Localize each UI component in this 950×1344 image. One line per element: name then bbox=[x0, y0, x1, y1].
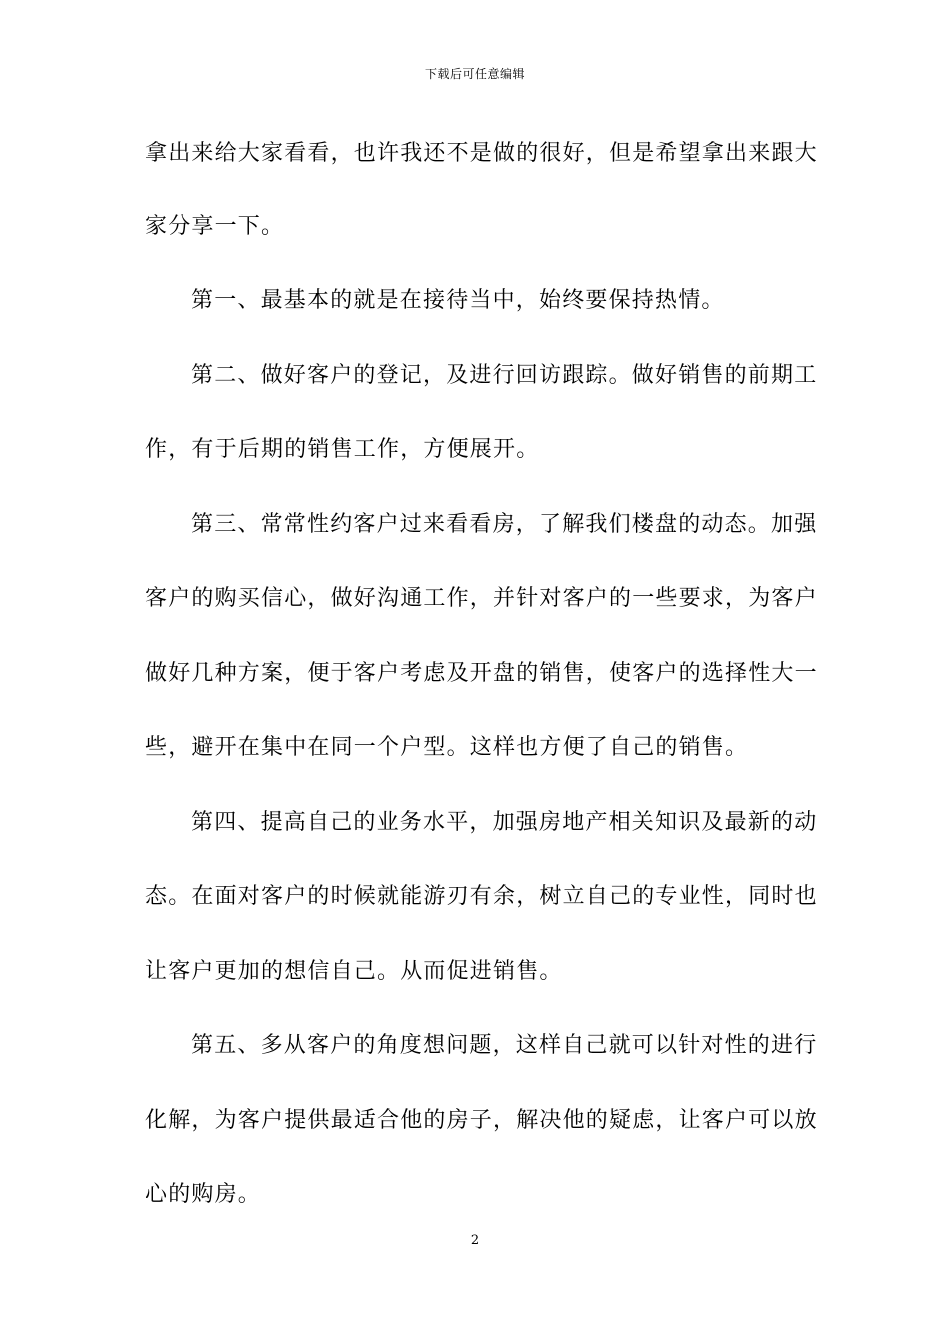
paragraph-first-line: 第一、最基本的就是在接待当中，始终要保持热情。 bbox=[191, 288, 725, 313]
paragraph-first-line: 第三、常常性约客户过来看看房，了解我们楼盘的动态。加强 bbox=[191, 512, 818, 537]
text-line: 客户的购买信心，做好沟通工作，并针对客户的一些要求，为客户 bbox=[145, 586, 818, 611]
text-line: 作，有于后期的销售工作，方便展开。 bbox=[145, 437, 540, 462]
text-line: 态。在面对客户的时候就能游刃有余，树立自己的专业性，同时也 bbox=[145, 884, 818, 909]
text-line: 心的购房。 bbox=[145, 1182, 262, 1207]
paragraph-first-line: 第二、做好客户的登记，及进行回访跟踪。做好销售的前期工 bbox=[191, 363, 818, 388]
paragraph-first-line: 第五、多从客户的角度想问题，这样自己就可以针对性的进行 bbox=[191, 1033, 818, 1058]
page-header: 下载后可任意编辑 bbox=[424, 67, 525, 81]
text-line: 让客户更加的想信自己。从而促进销售。 bbox=[145, 959, 563, 984]
text-line: 化解，为客户提供最适合他的房子，解决他的疑虑，让客户可以放 bbox=[145, 1108, 818, 1133]
text-line: 家分享一下。 bbox=[145, 214, 285, 239]
paragraph-first-line: 第四、提高自己的业务水平，加强房地产相关知识及最新的动 bbox=[191, 810, 818, 835]
text-line: 拿出来给大家看看，也许我还不是做的很好，但是希望拿出来跟大 bbox=[145, 141, 818, 166]
text-line: 些，避开在集中在同一个户型。这样也方便了自己的销售。 bbox=[145, 735, 749, 760]
page-number: 2 bbox=[470, 1233, 480, 1248]
text-line: 做好几种方案，便于客户考虑及开盘的销售，使客户的选择性大一 bbox=[145, 661, 818, 686]
